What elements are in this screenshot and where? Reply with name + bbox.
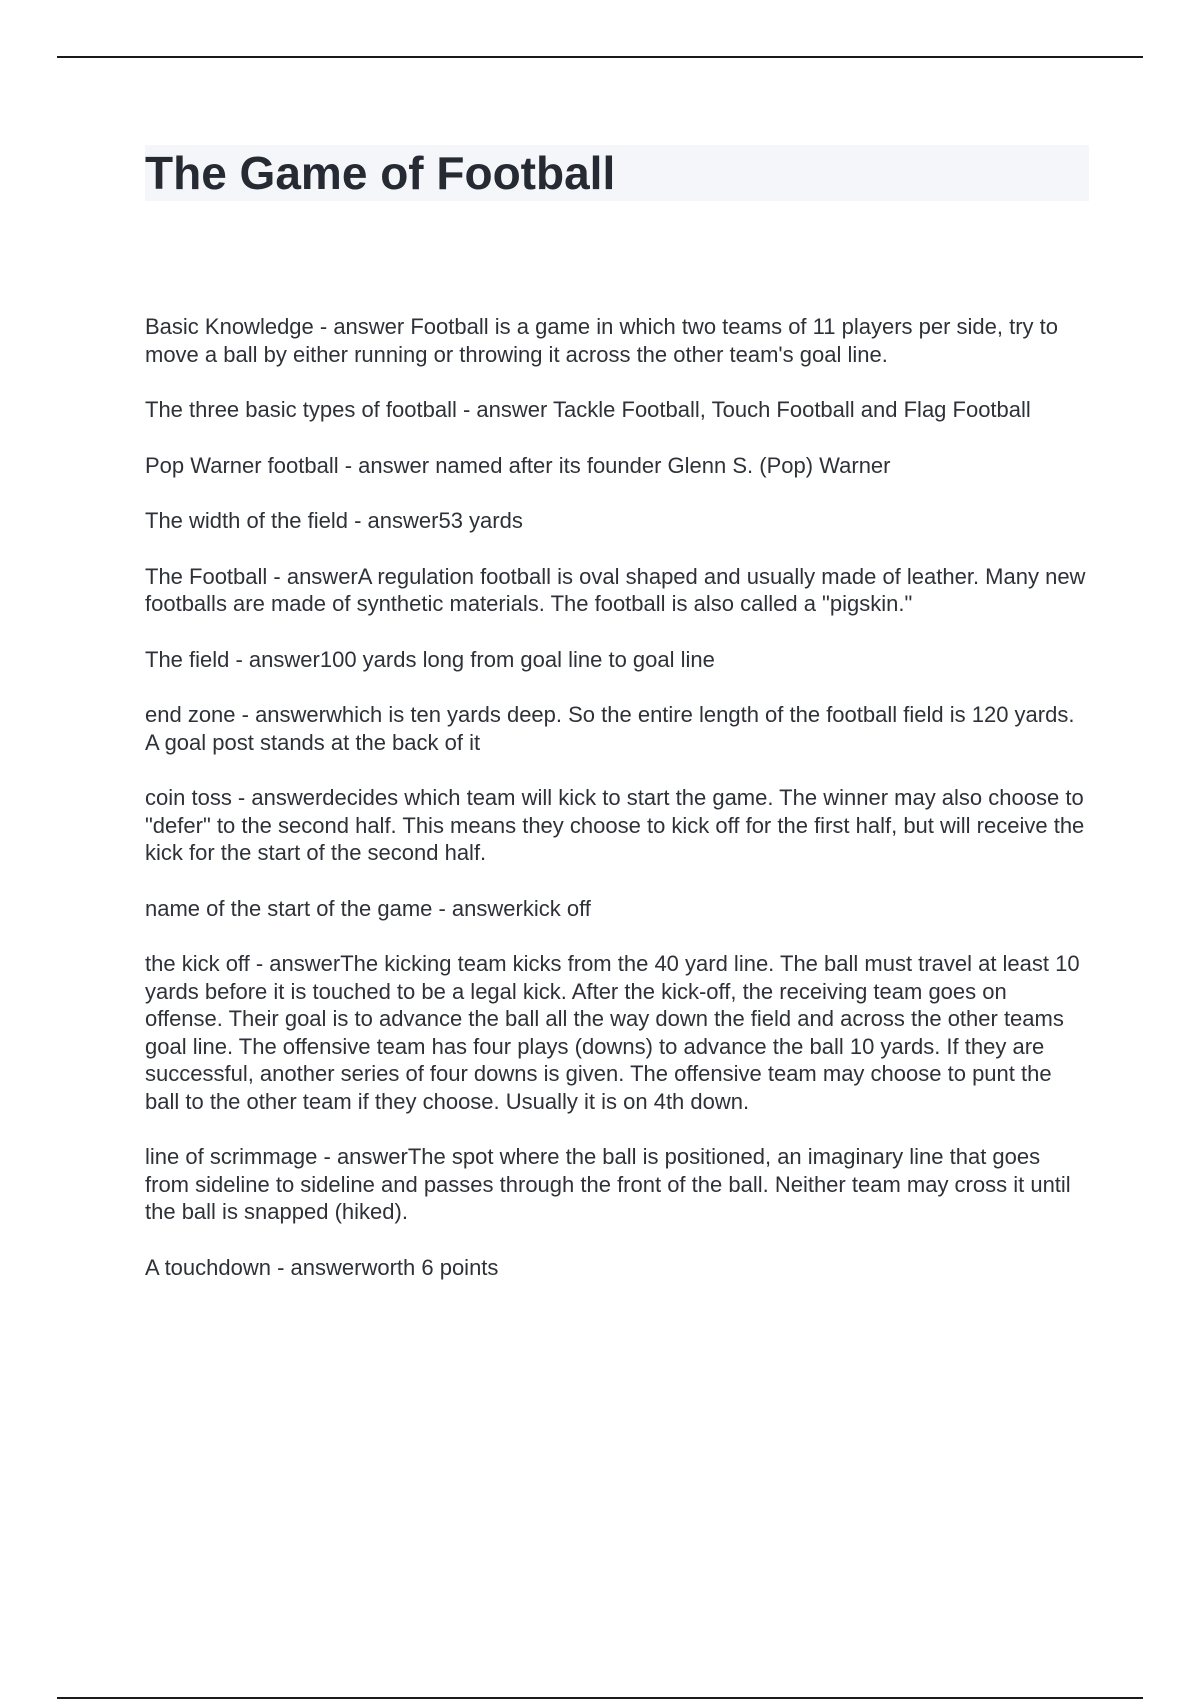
entry-pop-warner: Pop Warner football - answer named after its founder Glenn S. (Pop) Warner: [145, 452, 891, 478]
bottom-rule: [57, 1697, 1143, 1699]
entry-end-zone: end zone - answerwhich is ten yards deep. So the entire length of the football field is 120 yards. A goal post stands at the back of it: [145, 702, 1075, 755]
entry-touchdown: A touchdown - answerworth 6 points: [145, 1254, 499, 1280]
entry-kick-off: the kick off - answerThe kicking team kicks from the 40 yard line. The ball must travel at least 10 yards before it is touched to be a legal kick. After the kick-off, the receiving team goes on offense. Their goal is to advance the ball all the way down the field and across the other teams goal line. The offensive team has four plays (downs) to advance the ball 10 yards. If they are successful, another series of four downs is given. The offensive team may choose to punt the ball to the other team if they choose. Usually it is on 4th down.: [145, 951, 1080, 1114]
document-body: [145, 145, 1089, 1309]
entry-basic-knowledge: Basic Knowledge - answer Football is a game in which two teams of 11 players per side, try to move a ball by either running or throwing it across the other team's goal line.: [145, 314, 1059, 367]
entry-field-width: The width of the field - answer53 yards: [145, 508, 523, 533]
entry-line-of-scrimmage: line of scrimmage - answerThe spot where the ball is positioned, an imaginary line that goes from sideline to sideline and passes through the front of the ball. Neither team may cross it until the ball is snapped (hiked).: [145, 1144, 1071, 1224]
entry-list: [145, 313, 1089, 1281]
entry-the-football: The Football - answerA regulation football is oval shaped and usually made of leather. Many new footballs are made of synthetic materials. The football is also called a "pigskin.": [145, 563, 1086, 616]
document-title: The Game of Football: [145, 145, 1089, 201]
entry-coin-toss: coin toss - answerdecides which team will kick to start the game. The winner may also choose to "defer" to the second half. This means they choose to kick off for the first half, but will receive the kick for the start of the second half.: [145, 785, 1085, 865]
entry-the-field: The field - answer100 yards long from goal line to goal line: [145, 646, 715, 672]
entry-start-of-game: name of the start of the game - answerkick off: [145, 895, 591, 921]
entry-three-types: The three basic types of football - answer Tackle Football, Touch Football and Flag Football: [145, 397, 1031, 422]
top-rule: [57, 56, 1143, 58]
